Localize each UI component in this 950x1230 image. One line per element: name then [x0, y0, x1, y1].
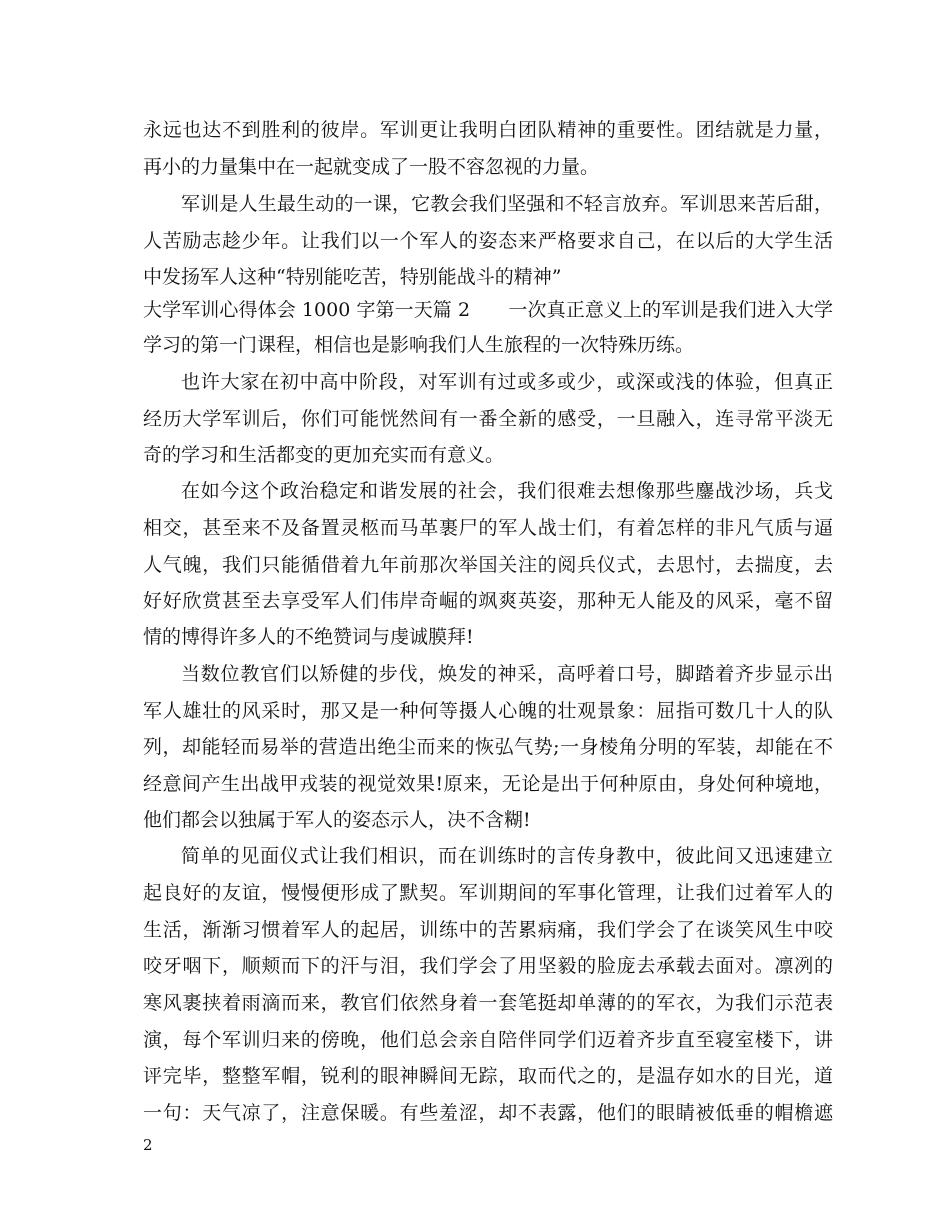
text-line: 学习的第一门课程，相信也是影响我们人生旅程的一次特殊历练。 [143, 334, 695, 356]
text-line: 军人雄壮的风采时，那又是一种何等摄人心魄的壮观景象：屈指可数几十人的队 [143, 700, 833, 722]
text-line: 奇的学习和生活都变的更加充实而有意义。 [143, 444, 505, 466]
text-line: 经历大学军训后，你们可能恍然间有一番全新的感受，一旦融入，连寻常平淡无 [143, 408, 833, 430]
text-line: 一句：天气凉了，注意保暖。有些羞涩，却不表露，他们的眼睛被低垂的帽檐遮 [143, 1102, 833, 1124]
text-line: 寒风裹挟着雨滴而来，教官们依然身着一套笔挺却单薄的的军衣，为我们示范表 [143, 992, 833, 1014]
text-line: 评完毕，整整军帽，锐利的眼神瞬间无踪，取而代之的，是温存如水的目光，道 [143, 1065, 833, 1087]
text-line: 人气魄，我们只能循借着九年前那次举国关注的阅兵仪式，去思忖，去揣度，去 [143, 554, 833, 576]
text-line: 当数位教官们以矫健的步伐，焕发的神采，高呼着口号，脚踏着齐步显示出 [181, 663, 833, 685]
text-line: 在如今这个政治稳定和谐发展的社会，我们很难去想像那些鏖战沙场，兵戈 [181, 480, 833, 502]
text-line: 列，却能轻而易举的营造出绝尘而来的恢弘气势;一身棱角分明的军装，却能在不 [143, 736, 833, 758]
text-line: 再小的力量集中在一起就变成了一股不容忽视的力量。 [143, 156, 600, 178]
text-line: 经意间产生出战甲戎装的视觉效果!原来，无论是出于何种原由，身处何种境地， [143, 773, 833, 795]
section-heading-line: 大学军训心得体会 1000 字第一天篇 2 一次真正意义上的军训是我们进入大学 [143, 299, 833, 321]
text-line: 也许大家在初中高中阶段，对军训有过或多或少，或深或浅的体验，但真正 [181, 371, 833, 393]
text-line: 演，每个军训归来的傍晚，他们总会亲自陪伴同学们迈着齐步直至寝室楼下，讲 [143, 1029, 833, 1051]
text-line: 中发扬军人这种“特别能吃苦，特别能战斗的精神” [143, 266, 562, 288]
text-line: 情的博得许多人的不绝赞词与虔诚膜拜! [143, 626, 474, 648]
text-line: 简单的见面仪式让我们相识，而在训练时的言传身教中，彼此间又迅速建立 [181, 845, 833, 867]
text-line: 起良好的友谊，慢慢便形成了默契。军训期间的军事化管理，让我们过着军人的 [143, 882, 833, 904]
text-line: 生活，渐渐习惯着军人的起居，训练中的苦累病痛，我们学会了在谈笑风生中咬 [143, 919, 833, 941]
text-line: 他们都会以独属于军人的姿态示人，决不含糊! [143, 809, 531, 831]
text-line: 咬牙咽下，顺颊而下的汗与泪，我们学会了用坚毅的脸庞去承载去面对。凛冽的 [143, 955, 833, 977]
text-line: 永远也达不到胜利的彼岸。军训更让我明白团队精神的重要性。团结就是力量， [143, 119, 833, 141]
text-line: 人苦励志趁少年。让我们以一个军人的姿态来严格要求自己，在以后的大学生活 [143, 230, 833, 252]
text-line: 好好欣赏甚至去享受军人们伟岸奇崛的飒爽英姿，那种无人能及的风采，毫不留 [143, 590, 833, 612]
text-line: 军训是人生最生动的一课，它教会我们坚强和不轻言放弃。军训思来苦后甜， [181, 193, 833, 215]
text-line: 相交，甚至来不及备置灵柩而马革裹尸的军人战士们，有着怎样的非凡气质与逼 [143, 517, 833, 539]
page-number: 2 [143, 1136, 153, 1154]
